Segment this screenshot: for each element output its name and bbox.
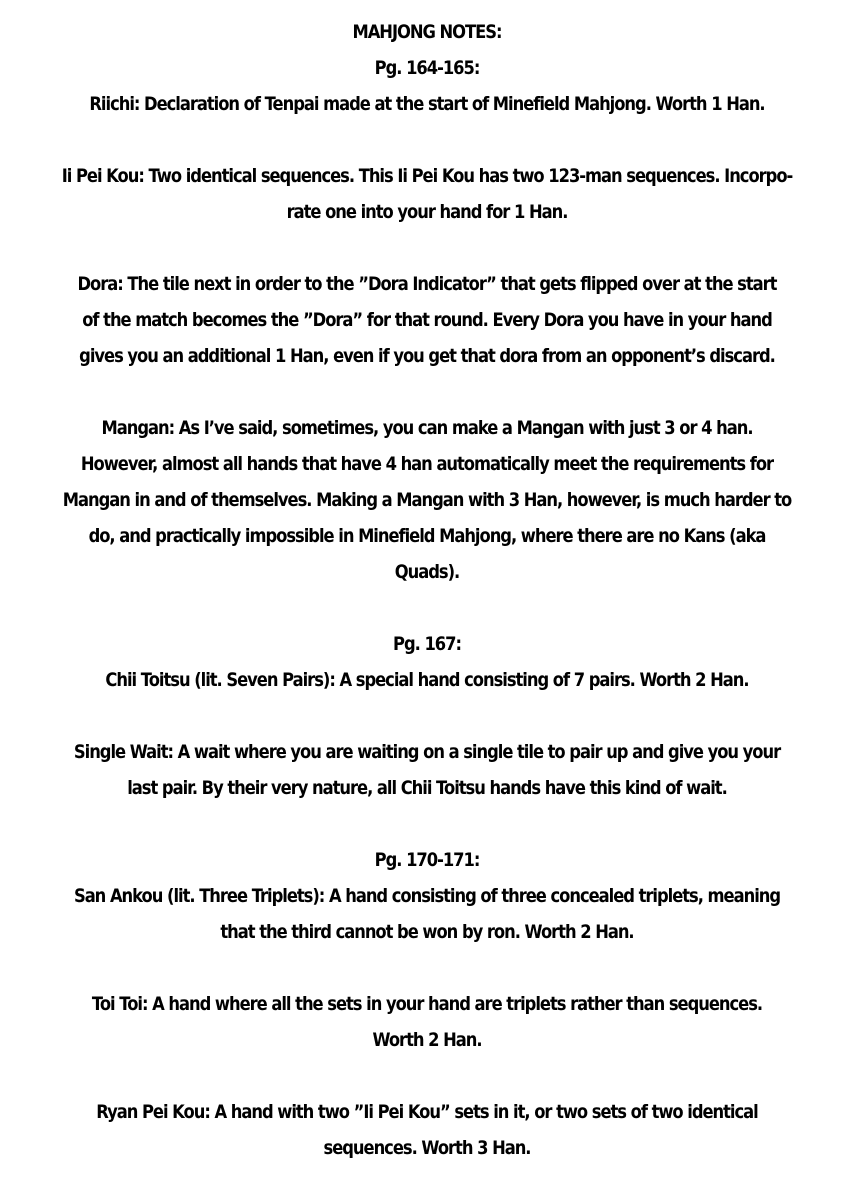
spacer bbox=[16, 374, 838, 410]
entry-line: Single Wait: A wait where you are waiting on a single tile to pair up and give you your bbox=[73, 741, 781, 763]
entry-line: sequences. Worth 3 Han. bbox=[323, 1137, 531, 1159]
spacer bbox=[16, 950, 838, 986]
entry-line: of the match becomes the ”Dora” for that round. Every Dora you have in your hand bbox=[82, 309, 772, 331]
entry-line: Mangan: As I’ve said, sometimes, you can make a Mangan with just 3 or 4 han. bbox=[101, 417, 753, 439]
entry-line: Ii Pei Kou: Two identical sequences. This Ii Pei Kou has two 123-man sequences. Incorpo- bbox=[61, 165, 793, 187]
entry-line: do, and practically impossible in Minefield Mahjong, where there are no Kans (aka bbox=[88, 525, 766, 547]
section-page-ref: Pg. 170-171: bbox=[374, 849, 480, 871]
section-page-ref: Pg. 164-165: bbox=[374, 57, 480, 79]
spacer bbox=[16, 698, 838, 734]
entry-line: San Ankou (lit. Three Triplets): A hand consisting of three concealed triplets, meaning bbox=[73, 885, 781, 907]
entry-line: rate one into your hand for 1 Han. bbox=[286, 201, 568, 223]
entry-line: Riichi: Declaration of Tenpai made at the start of Minefield Mahjong. Worth 1 Han. bbox=[89, 93, 765, 115]
entry-line: that the third cannot be won by ron. Worth 2 Han. bbox=[220, 921, 634, 943]
entry-line: last pair. By their very nature, all Chii Toitsu hands have this kind of wait. bbox=[127, 777, 727, 799]
entry-line: However, almost all hands that have 4 han automatically meet the requirements for bbox=[80, 453, 774, 475]
spacer bbox=[16, 590, 838, 626]
spacer bbox=[16, 122, 838, 158]
entry-line: Quads). bbox=[394, 561, 460, 583]
entry-line: Chii Toitsu (lit. Seven Pairs): A special hand consisting of 7 pairs. Worth 2 Han. bbox=[105, 669, 749, 691]
spacer bbox=[16, 806, 838, 842]
entry-line: Toi Toi: A hand where all the sets in your hand are triplets rather than sequences. bbox=[91, 993, 763, 1015]
entry-line: gives you an additional 1 Han, even if you get that dora from an opponent’s discard. bbox=[79, 345, 775, 367]
entry-line: Worth 2 Han. bbox=[372, 1029, 482, 1051]
spacer bbox=[16, 1058, 838, 1094]
spacer bbox=[16, 230, 838, 266]
page-title: MAHJONG NOTES: bbox=[352, 21, 502, 43]
entry-line: Dora: The tile next in order to the ”Dora Indicator” that gets flipped over at the start bbox=[77, 273, 777, 295]
section-page-ref: Pg. 167: bbox=[393, 633, 461, 655]
entry-line: Mangan in and of themselves. Making a Mangan with 3 Han, however, is much harder to bbox=[62, 489, 792, 511]
entry-line: Ryan Pei Kou: A hand with two ”Ii Pei Kou” sets in it, or two sets of two identical bbox=[96, 1101, 758, 1123]
